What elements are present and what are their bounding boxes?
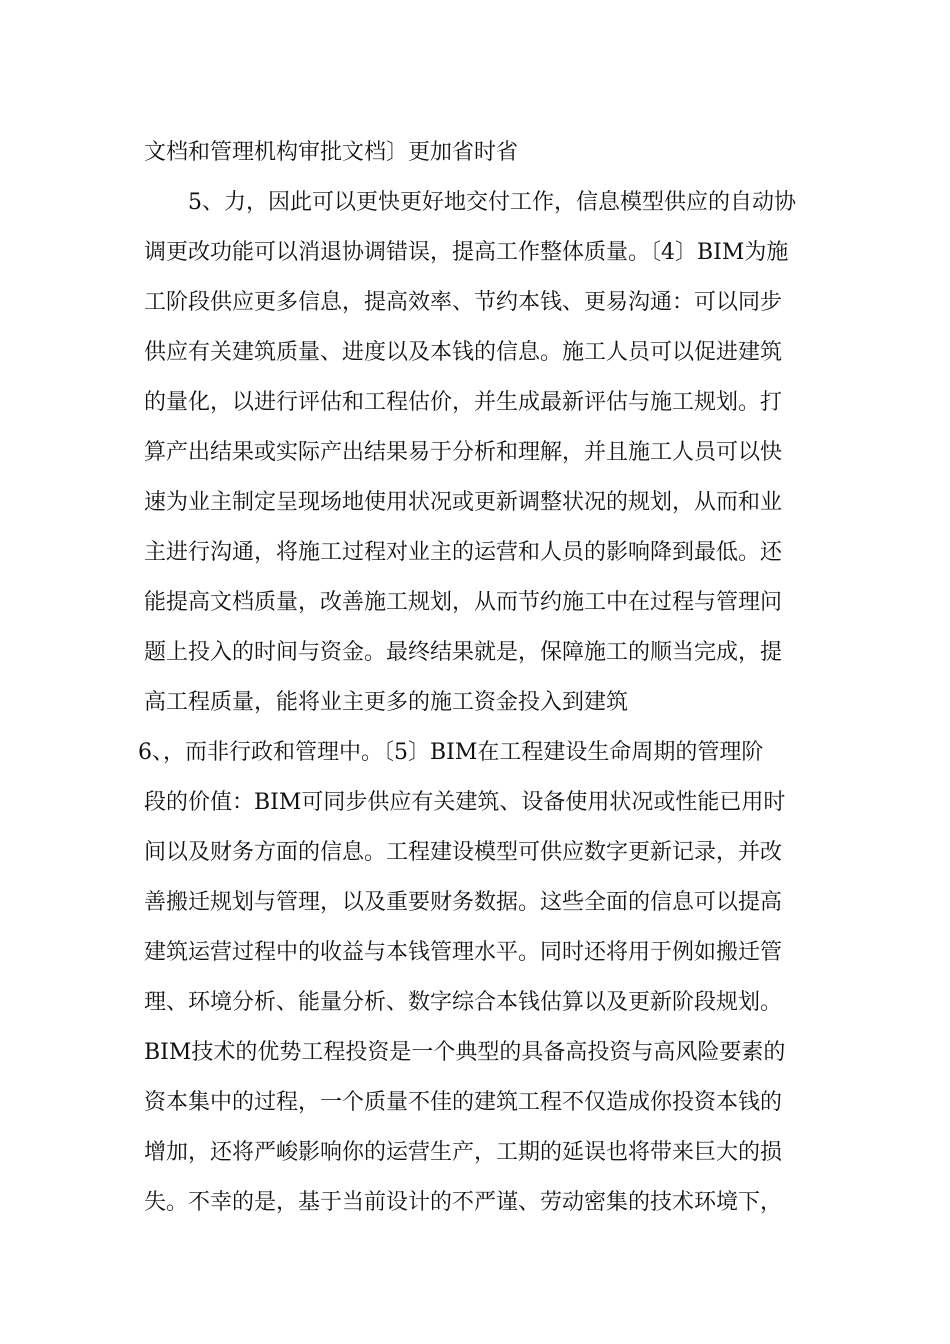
text-line-19: BIM技术的优势工程投资是一个典型的具备高投资与高风险要素的 <box>144 1040 786 1065</box>
text-line-2: 5、力，因此可以更快更好地交付工作，信息模型供应的自动协 <box>188 190 796 215</box>
text-line-18: 理、环境分析、能量分析、数字综合本钱估算以及更新阶段规划。 <box>144 990 783 1015</box>
text-line-17: 建筑运营过程中的收益与本钱管理水平。同时还将用于例如搬迁管 <box>144 940 783 965</box>
text-line-5: 供应有关建筑质量、进度以及本钱的信息。施工人员可以促进建筑 <box>144 340 783 365</box>
text-line-16: 善搬迁规划与管理，以及重要财务数据。这些全面的信息可以提高 <box>144 890 783 915</box>
text-line-8: 速为业主制定呈现场地使用状况或更新调整状况的规划，从而和业 <box>144 490 783 515</box>
text-line-15: 间以及财务方面的信息。工程建设模型可供应数字更新记录，并改 <box>144 840 783 865</box>
text-line-20: 资本集中的过程，一个质量不佳的建筑工程不仅造成你投资本钱的 <box>144 1090 783 1115</box>
text-line-10: 能提高文档质量，改善施工规划，从而节约施工中在过程与管理问 <box>144 590 783 615</box>
text-line-4: 工阶段供应更多信息，提高效率、节约本钱、更易沟通：可以同步 <box>144 290 783 315</box>
text-line-12: 高工程质量，能将业主更多的施工资金投入到建筑 <box>144 690 629 715</box>
text-line-1: 文档和管理机构审批文档〕更加省时省 <box>144 140 519 165</box>
text-line-6: 的量化，以进行评估和工程估价，并生成最新评估与施工规划。打 <box>144 390 783 415</box>
text-line-21: 增加，还将严峻影响你的运营生产，工期的延误也将带来巨大的损 <box>144 1140 783 1165</box>
text-line-7: 算产出结果或实际产出结果易于分析和理解，并且施工人员可以快 <box>144 440 783 465</box>
text-line-3: 调更改功能可以消退协调错误，提高工作整体质量。〔4〕BIM为施 <box>144 240 789 265</box>
body-text <box>138 128 824 1228</box>
text-line-13: 6、，而非行政和管理中。〔5〕BIM在工程建设生命周期的管理阶 <box>138 740 764 765</box>
text-line-14: 段的价值：BIM可同步供应有关建筑、设备使用状况或性能已用时 <box>144 790 786 815</box>
text-line-11: 题上投入的时间与资金。最终结果就是，保障施工的顺当完成，提 <box>144 640 783 665</box>
text-line-22: 失。不幸的是，基于当前设计的不严谨、劳动密集的技术环境下， <box>144 1190 783 1215</box>
text-line-9: 主进行沟通，将施工过程对业主的运营和人员的影响降到最低。还 <box>144 540 783 565</box>
